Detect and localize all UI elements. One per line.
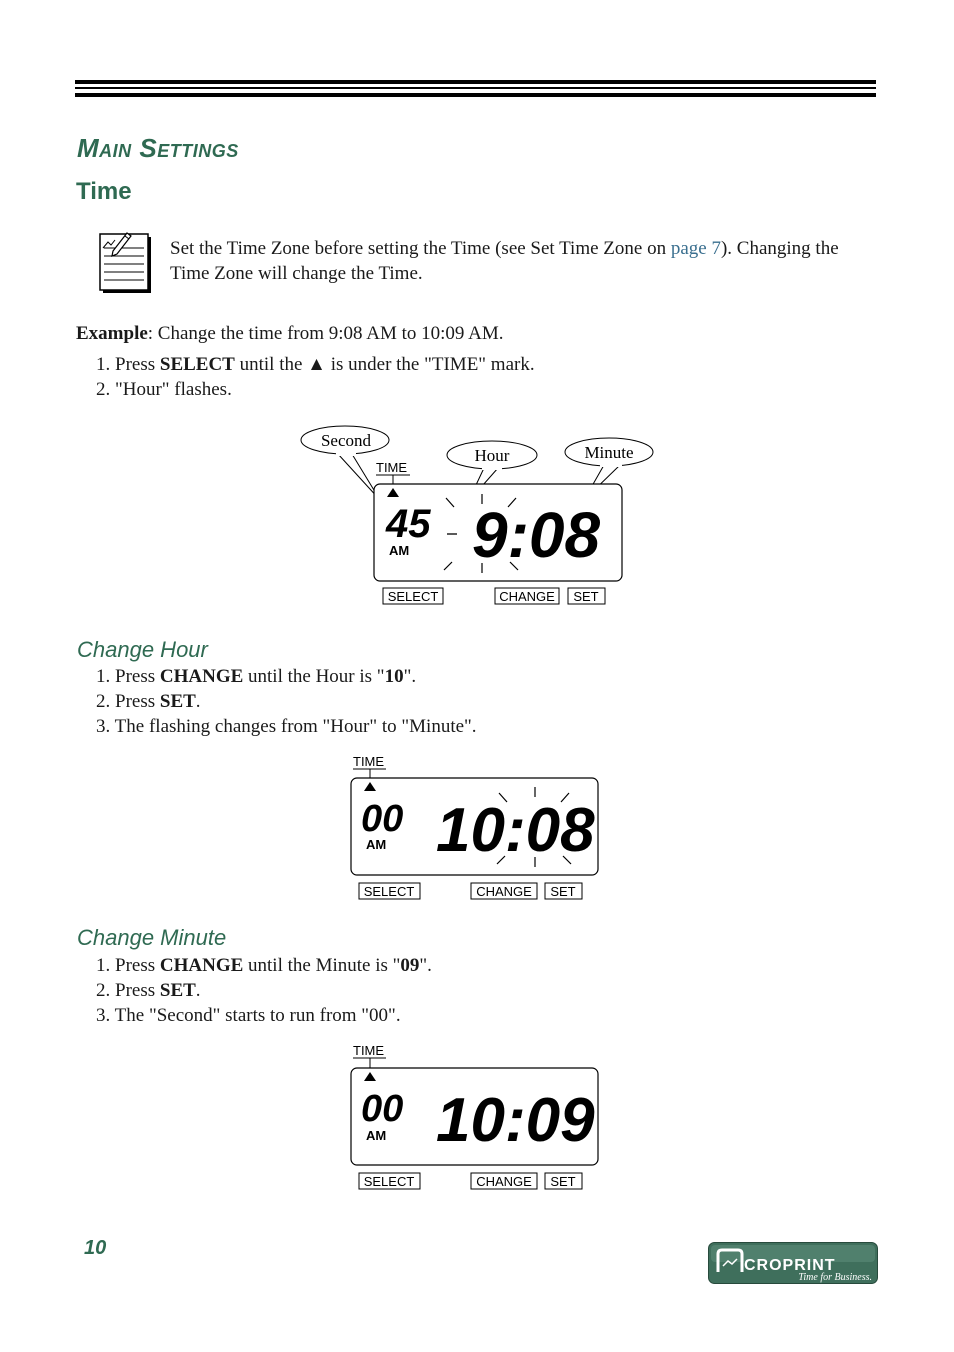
change-hour-steps bbox=[96, 664, 477, 739]
list-item: 3. The flashing changes from "Hour" to "Minute". bbox=[96, 716, 477, 737]
example-text: : Change the time from 9:08 AM to 10:09 AM. bbox=[147, 323, 504, 344]
example-paragraph bbox=[76, 321, 503, 346]
page-number: 10 bbox=[84, 1237, 107, 1259]
clock-digits: 9:08 bbox=[472, 499, 601, 571]
change-button[interactable]: CHANGE bbox=[499, 589, 555, 604]
lcd-diagram-1 bbox=[290, 420, 670, 620]
section-title: Main Settings bbox=[77, 133, 239, 163]
header-rule-middle bbox=[75, 87, 876, 89]
header-rule-bottom bbox=[75, 93, 876, 97]
note-text bbox=[170, 236, 870, 286]
note-text-after: ). Changing the Time Zone will change the Time. bbox=[170, 238, 839, 284]
time-mark-label: TIME bbox=[376, 460, 408, 475]
callout-hour-label: Hour bbox=[474, 446, 510, 465]
logo-brand: CROPRINT bbox=[744, 1257, 836, 1274]
time-mark-label: TIME bbox=[353, 754, 385, 769]
list-item: 2. Press SET. bbox=[96, 691, 201, 712]
list-item: 2. Press SET. bbox=[96, 980, 201, 1001]
change-minute-steps bbox=[96, 953, 432, 1028]
select-button[interactable]: SELECT bbox=[387, 589, 439, 604]
lcd-diagram-3 bbox=[340, 1035, 610, 1195]
select-button[interactable]: SELECT bbox=[363, 1174, 415, 1189]
clock-digits: 10:09 bbox=[436, 1086, 595, 1155]
list-item: 1. Press SELECT until the ▲ is under the "TIME" mark. bbox=[96, 354, 535, 375]
clock-digits: 10:08 bbox=[436, 796, 595, 865]
acroprint-logo bbox=[708, 1242, 878, 1284]
header-rule-top bbox=[75, 80, 876, 84]
note-icon bbox=[99, 231, 153, 295]
callout-second-label: Second bbox=[320, 431, 372, 450]
seconds-digits: 00 bbox=[361, 798, 404, 840]
ampm-indicator: AM bbox=[366, 1128, 387, 1143]
example-label: Example bbox=[76, 323, 148, 344]
change-hour-heading: Change Hour bbox=[77, 637, 208, 662]
callout-minute-label: Minute bbox=[584, 443, 634, 462]
select-button[interactable]: SELECT bbox=[363, 884, 415, 899]
page-7-link[interactable]: page 7 bbox=[670, 238, 721, 259]
set-button[interactable]: SET bbox=[550, 884, 576, 899]
change-button[interactable]: CHANGE bbox=[476, 884, 532, 899]
set-button[interactable]: SET bbox=[550, 1174, 576, 1189]
set-button[interactable]: SET bbox=[573, 589, 599, 604]
list-item: 1. Press CHANGE until the Hour is "10". bbox=[96, 666, 417, 687]
seconds-digits: 45 bbox=[386, 502, 431, 546]
ampm-indicator: AM bbox=[366, 837, 387, 852]
list-item: 3. The "Second" starts to run from "00". bbox=[96, 1005, 401, 1026]
lcd-diagram-2 bbox=[340, 745, 610, 905]
logo-tagline: Time for Business. bbox=[798, 1272, 872, 1283]
change-minute-heading: Change Minute bbox=[77, 925, 227, 950]
time-mark-label: TIME bbox=[353, 1043, 385, 1058]
ampm-indicator: AM bbox=[389, 543, 410, 558]
change-button[interactable]: CHANGE bbox=[476, 1174, 532, 1189]
intro-steps bbox=[96, 352, 535, 402]
seconds-digits: 00 bbox=[361, 1088, 404, 1130]
time-heading: Time bbox=[76, 178, 132, 205]
list-item: 1. Press CHANGE until the Minute is "09". bbox=[96, 955, 432, 976]
list-item: 2. "Hour" flashes. bbox=[96, 379, 232, 400]
note-text-before: Set the Time Zone before setting the Time (see Set Time Zone on bbox=[170, 238, 671, 259]
